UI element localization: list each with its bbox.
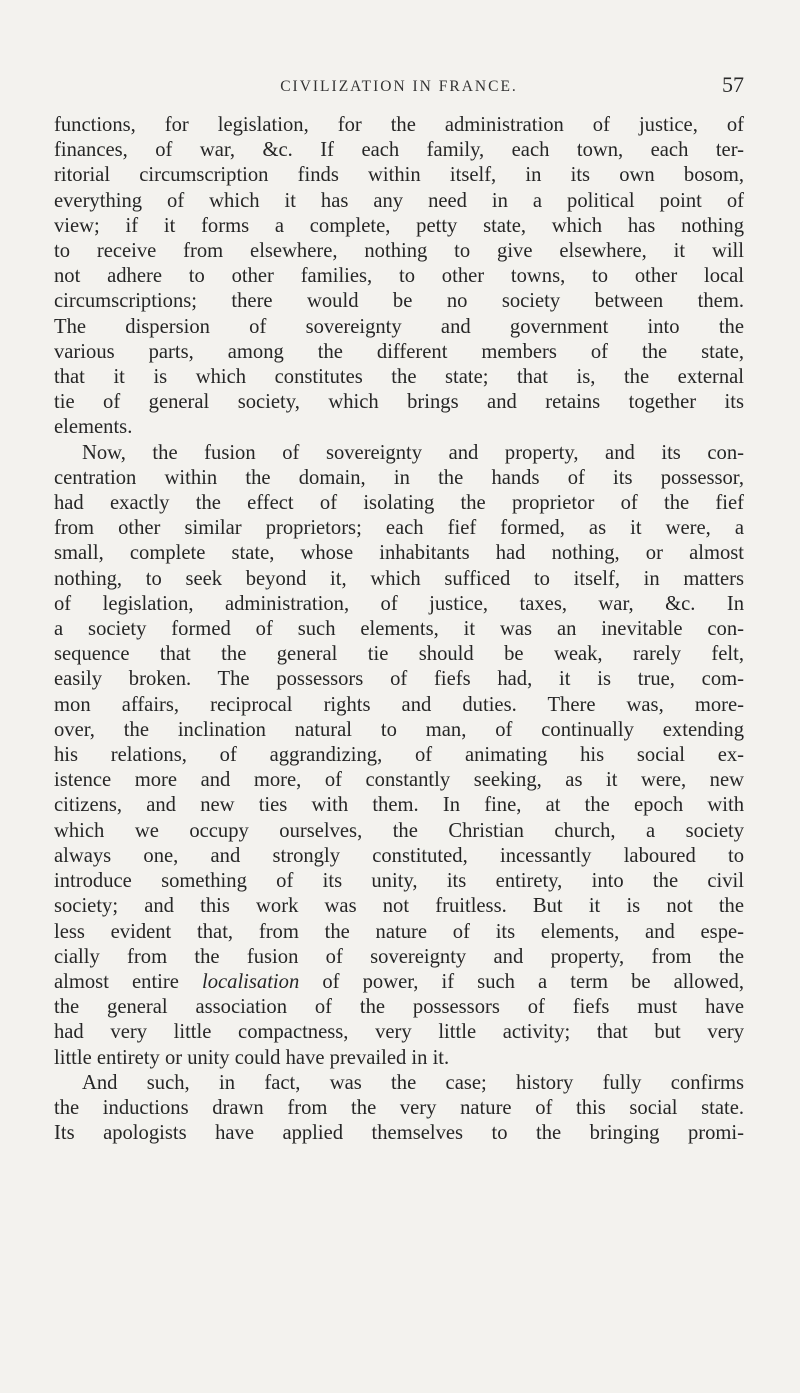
text-line: centration within the domain, in the hands of its possessor, [54, 466, 744, 489]
text-line: finances, of war, &c. If each family, each town, each ter- [54, 139, 744, 162]
text-line: not adhere to other families, to other towns, to other local [54, 265, 744, 288]
text-line: elements. [54, 416, 133, 439]
text-line: the inductions drawn from the very nature of this social state. [54, 1096, 744, 1119]
text-line: citizens, and new ties with them. In fine, at the epoch with [54, 794, 744, 817]
running-head: CIVILIZATION IN FRANCE. [280, 78, 518, 95]
page-header [54, 72, 744, 108]
text-line: The dispersion of sovereignty and government into the [54, 315, 744, 338]
text-segment: almost entire [54, 970, 202, 993]
text-line: Its apologists have applied themselves to the bringing promi- [54, 1122, 744, 1145]
text-line: from other similar proprietors; each fief formed, as it were, a [54, 517, 744, 540]
text-line: which we occupy ourselves, the Christian church, a society [54, 819, 744, 842]
text-line: had exactly the effect of isolating the proprietor of the fief [54, 492, 744, 515]
paragraph-3 [54, 1071, 744, 1147]
text-line: And such, in fact, was the case; history fully confirms [82, 1071, 744, 1094]
text-line: sequence that the general tie should be weak, rarely felt, [54, 643, 744, 666]
text-line: over, the inclination natural to man, of continually extending [54, 718, 744, 741]
text-line: cially from the fusion of sovereignty and property, from the [54, 945, 744, 968]
body-text [54, 113, 744, 1146]
text-line: Now, the fusion of sovereignty and property, and its con- [82, 441, 744, 464]
text-line: less evident that, from the nature of its elements, and espe- [54, 920, 744, 943]
text-line: his relations, of aggrandizing, of animating his social ex- [54, 744, 744, 767]
text-line: a society formed of such elements, it was an inevitable con- [54, 618, 744, 641]
page-number: 57 [722, 72, 744, 97]
text-line: tie of general society, which brings and retains together its [54, 391, 744, 414]
paragraph-2 [54, 441, 744, 1071]
text-line: the general association of the possessors of fiefs must have [54, 996, 744, 1019]
text-line [54, 970, 744, 995]
text-line: view; if it forms a complete, petty state, which has nothing [54, 214, 744, 237]
text-line: easily broken. The possessors of fiefs had, it is true, com- [54, 668, 744, 691]
text-line: functions, for legislation, for the administration of justice, of [54, 114, 744, 136]
text-line: ritorial circumscription finds within itself, in its own bosom, [54, 164, 744, 187]
text-line: nothing, to seek beyond it, which sufficed to itself, in matters [54, 567, 744, 590]
text-line: circumscriptions; there would be no society between them. [54, 290, 744, 313]
text-line: istence more and more, of constantly seeking, as it were, new [54, 769, 744, 792]
italic-term: localisation [202, 970, 300, 993]
text-segment: of power, if such a term be allowed, [299, 970, 744, 993]
text-line: everything of which it has any need in a political point of [54, 189, 744, 212]
text-line: that it is which constitutes the state; that is, the external [54, 366, 744, 389]
text-line: little entirety or unity could have prevailed in it. [54, 1046, 450, 1069]
text-line: introduce something of its unity, its entirety, into the civil [54, 870, 744, 893]
text-line: always one, and strongly constituted, incessantly laboured to [54, 844, 744, 867]
paragraph-1 [54, 113, 744, 441]
text-line: had very little compactness, very little activity; that but very [54, 1021, 744, 1044]
text-line: small, complete state, whose inhabitants had nothing, or almost [54, 542, 744, 565]
text-line: to receive from elsewhere, nothing to give elsewhere, it will [54, 240, 744, 263]
text-line: of legislation, administration, of justice, taxes, war, &c. In [54, 592, 744, 615]
text-line: various parts, among the different members of the state, [54, 340, 744, 363]
text-line: society; and this work was not fruitless. But it is not the [54, 895, 744, 918]
text-line: mon affairs, reciprocal rights and duties. There was, more- [54, 693, 744, 716]
